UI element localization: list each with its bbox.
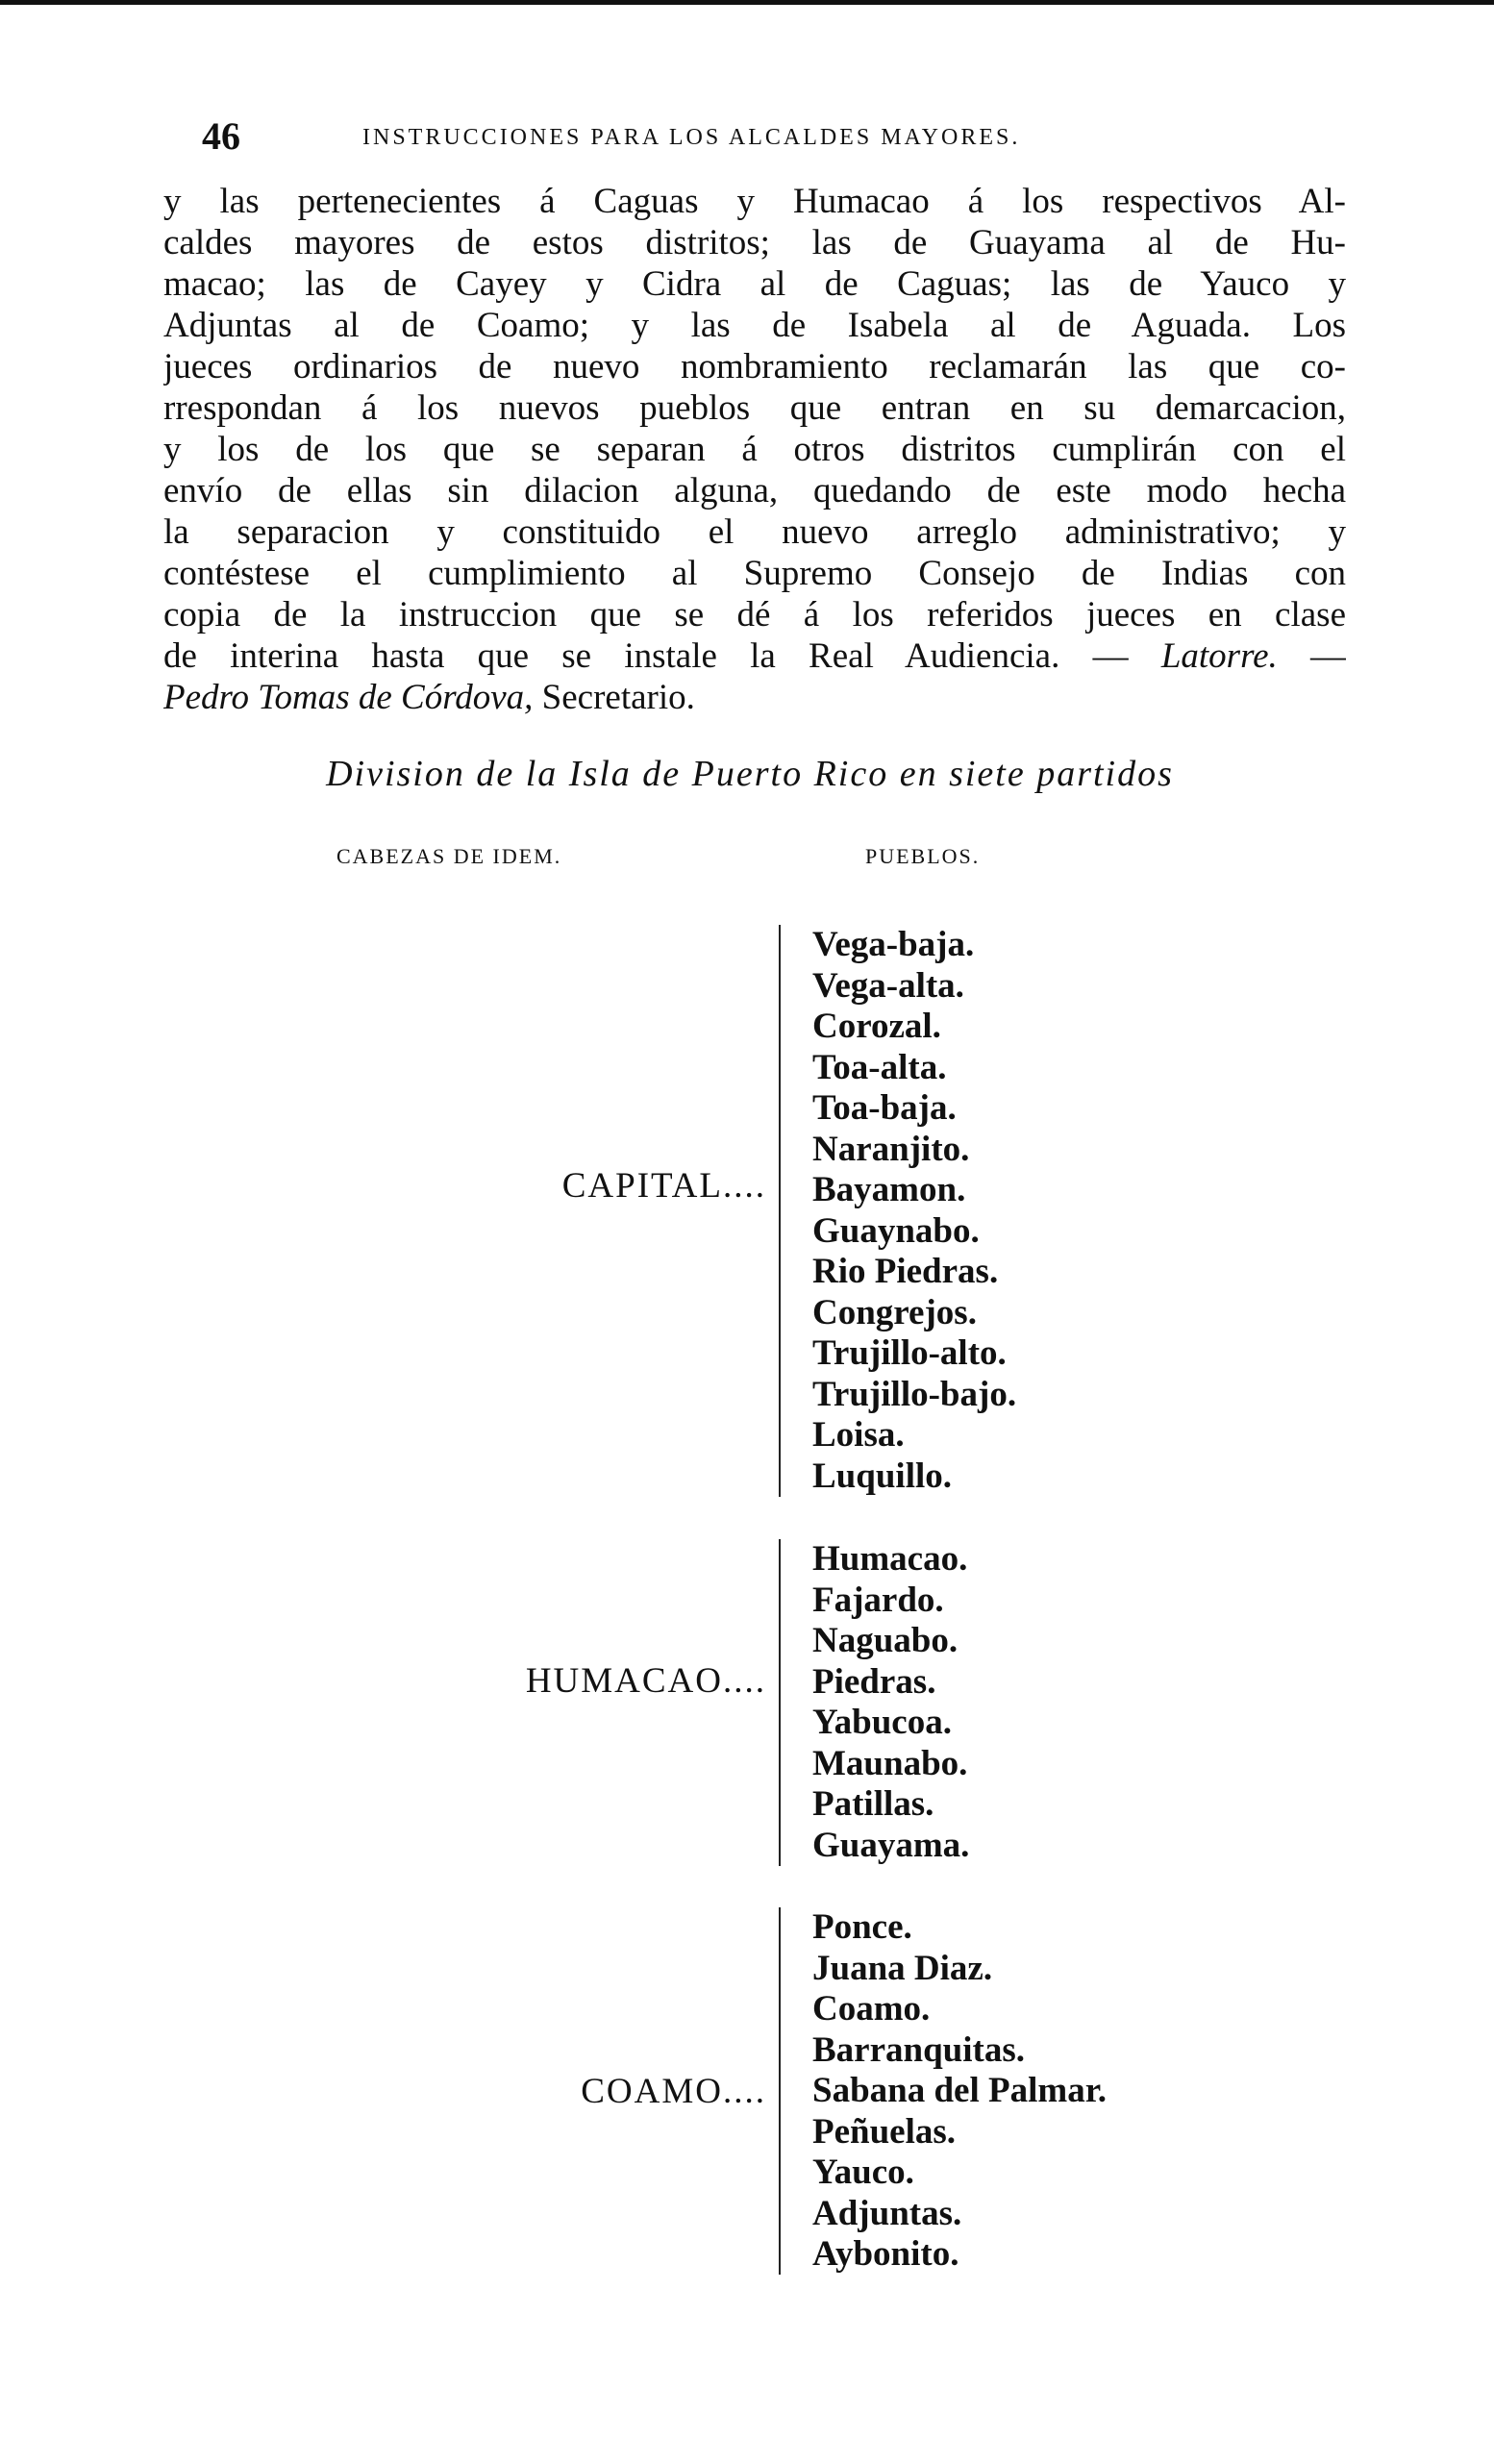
page-header <box>202 113 1221 171</box>
column-header-pueblos: PUEBLOS. <box>865 844 981 868</box>
pueblo-item: Vega-alta. <box>812 965 964 1006</box>
body-line: rrespondan á los nuevos pueblos que entran en su demarcacion, <box>163 388 1346 428</box>
pueblo-item: Sabana del Palmar. <box>812 2071 1107 2110</box>
body-line: y los de los que se separan á otros distritos cumplirán con el <box>163 430 1346 469</box>
pueblo-item: Trujillo-alto. <box>812 1333 1007 1373</box>
pueblo-item: Naranjito. <box>812 1129 970 1169</box>
signature-latorre: Latorre. <box>1160 636 1278 676</box>
body-line: y las pertenecientes á Caguas y Humacao á los respectivos Al- <box>163 182 1346 221</box>
column-header-cabezas: CABEZAS DE IDEM. <box>336 844 562 868</box>
pueblo-item: Maunabo. <box>812 1743 968 1783</box>
body-line: envío de ellas sin dilacion alguna, quedando de este modo hecha <box>163 471 1346 510</box>
pueblo-item: Yauco. <box>812 2153 914 2192</box>
pueblo-item: Congrejos. <box>812 1292 977 1332</box>
body-line-with-signature <box>163 635 1346 677</box>
section-title: Division de la Isla de Puerto Rico en siete partidos <box>326 754 1174 794</box>
bracket-divider <box>779 925 781 1497</box>
pueblo-item: Juana Diaz. <box>812 1948 993 1988</box>
pueblo-item: Yabucoa. <box>812 1703 952 1742</box>
pueblo-item: Humacao. <box>812 1539 968 1579</box>
pueblo-item: Bayamon. <box>812 1170 966 1209</box>
body-line: jueces ordinarios de nuevo nombramiento reclamarán las que co- <box>163 347 1346 386</box>
pueblo-item: Trujillo-bajo. <box>812 1374 1017 1414</box>
pueblo-item: Adjuntas. <box>812 2193 962 2233</box>
signature-role: Secretario. <box>533 678 695 717</box>
signature-secretary-name: Pedro Tomas de Córdova, <box>163 678 534 717</box>
body-line: contéstese el cumplimiento al Supremo Consejo de Indias con <box>163 554 1346 593</box>
cabeza-label: COAMO.... <box>581 2072 766 2111</box>
pueblo-item: Patillas. <box>812 1784 934 1824</box>
bracket-divider <box>779 1907 781 2275</box>
pueblo-item: Rio Piedras. <box>812 1252 999 1291</box>
pueblo-item: Toa-baja. <box>812 1088 957 1128</box>
body-line: macao; las de Cayey y Cidra al de Caguas; las de Yauco y <box>163 264 1346 304</box>
top-border-line <box>0 0 1494 5</box>
signature-dash: — <box>1277 636 1346 676</box>
pueblo-item: Aybonito. <box>812 2234 959 2274</box>
pueblo-item: Loisa. <box>812 1415 905 1455</box>
pueblos-list <box>812 925 1016 1497</box>
pueblo-item: Toa-alta. <box>812 1047 947 1087</box>
pueblo-item: Ponce. <box>812 1907 912 1947</box>
pueblos-list <box>812 1907 1107 2276</box>
pueblo-item: Corozal. <box>812 1007 941 1046</box>
body-line: la separacion y constituido el nuevo arreglo administrativo; y <box>163 512 1346 552</box>
pueblo-item: Fajardo. <box>812 1580 944 1620</box>
pueblo-item: Guaynabo. <box>812 1210 980 1251</box>
pueblo-item: Naguabo. <box>812 1621 959 1660</box>
body-line: Adjuntas al de Coamo; y las de Isabela al de Aguada. Los <box>163 306 1346 345</box>
body-line-text: de interina hasta que se instale la Real Audiencia. — <box>163 636 1129 676</box>
pueblo-item: Luquillo. <box>812 1456 953 1496</box>
body-line: copia de la instruccion que se dé á los referidos jueces en clase <box>163 595 1346 635</box>
running-head: INSTRUCCIONES PARA LOS ALCALDES MAYORES. <box>362 125 1021 150</box>
pueblo-item: Piedras. <box>812 1661 936 1702</box>
pueblos-list <box>812 1539 969 1866</box>
signature-line <box>163 677 1346 718</box>
bracket-divider <box>779 1539 781 1866</box>
pueblo-item: Guayama. <box>812 1825 970 1865</box>
pueblo-item: Vega-baja. <box>812 925 975 964</box>
cabeza-label: CAPITAL.... <box>561 1166 766 1206</box>
pueblo-item: Peñuelas. <box>812 2111 957 2152</box>
page-number: 46 <box>202 114 240 158</box>
pueblo-item: Coamo. <box>812 1989 931 2028</box>
body-line: caldes mayores de estos distritos; las de Guayama al de Hu- <box>163 223 1346 262</box>
pueblo-item: Barranquitas. <box>812 2029 1026 2070</box>
cabeza-label: HUMACAO.... <box>525 1661 766 1701</box>
body-paragraph <box>163 181 1346 718</box>
